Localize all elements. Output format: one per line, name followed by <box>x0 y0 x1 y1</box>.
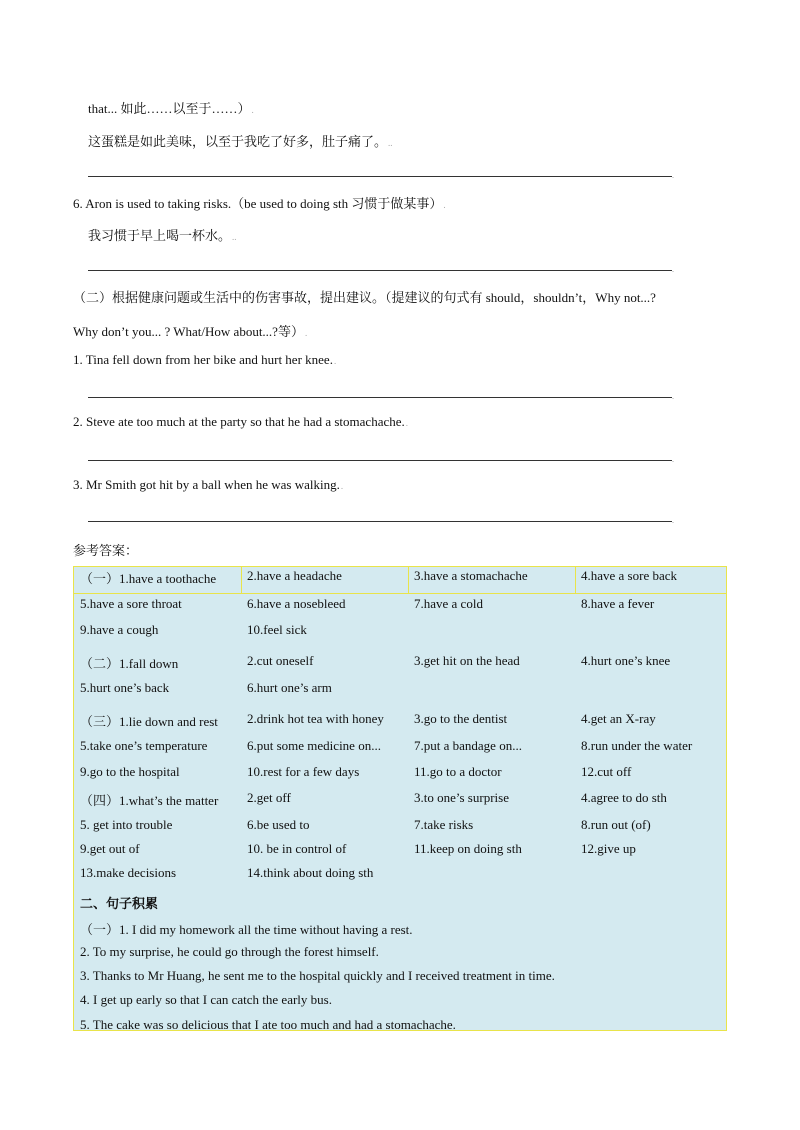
answer-line <box>88 460 672 461</box>
sentences-title: 二、句子积累 <box>80 897 159 912</box>
panel-header-divider <box>73 593 727 594</box>
note-line-that: that... 如此……以至于……）. <box>88 101 254 116</box>
answer-cell: 10.rest for a few days <box>247 764 360 779</box>
chinese-prompt-water: 我习惯于早上喝一杯水。.. <box>88 228 237 243</box>
answer-cell: 9.go to the hospital <box>80 764 180 779</box>
answer-cell: 4.agree to do sth <box>581 790 667 805</box>
question-1: 1. Tina fell down from her bike and hurt her knee.. <box>73 352 337 367</box>
answer-cell: 2.drink hot tea with honey <box>247 711 384 726</box>
answer-cell: 4.hurt one’s knee <box>581 653 671 668</box>
answer-cell: 7.take risks <box>414 817 474 832</box>
answer-sentence: （一）1. I did my homework all the time without having a rest. <box>80 922 413 937</box>
answer-cell: （四）1.what’s the matter <box>80 793 219 808</box>
answer-line <box>88 176 672 177</box>
answer-cell: 7.put a bandage on... <box>414 738 522 753</box>
answer-cell: 3.have a stomachache <box>414 568 528 583</box>
answer-cell: 8.run out (of) <box>581 817 651 832</box>
answer-sentence: 5. The cake was so delicious that I ate too much and had a stomachache. <box>80 1017 456 1032</box>
answer-cell: 6.hurt one’s arm <box>247 680 332 695</box>
answer-cell: 5.have a sore throat <box>80 596 182 611</box>
answer-cell: 2.have a headache <box>247 568 342 583</box>
answer-sentence: 2. To my surprise, he could go through the forest himself. <box>80 944 379 959</box>
panel-divider <box>575 566 576 594</box>
answers-title: 参考答案： <box>73 543 139 558</box>
answer-line <box>88 397 672 398</box>
question-3: 3. Mr Smith got hit by a ball when he was walking.. <box>73 477 344 492</box>
section-two-heading: （二）根据健康问题或生活中的伤害事故，提出建议。（提建议的句式有 should，shouldn’t，Why not...? <box>73 290 656 305</box>
answer-sentence: 3. Thanks to Mr Huang, he sent me to the hospital quickly and I received treatment in time. <box>80 968 555 983</box>
answer-cell: （一）1.have a toothache <box>80 571 217 586</box>
answer-cell: 8.run under the water <box>581 738 693 753</box>
question-2: 2. Steve ate too much at the party so that he had a stomachache.. <box>73 414 408 429</box>
answer-line <box>88 270 672 271</box>
item-6: 6. Aron is used to taking risks.（be used to doing sth 习惯于做某事）. <box>73 196 446 211</box>
answer-cell: 13.make decisions <box>80 865 177 880</box>
answer-cell: （三）1.lie down and rest <box>80 714 218 729</box>
answer-sentence: 4. I get up early so that I can catch the early bus. <box>80 992 332 1007</box>
answer-cell: 2.cut oneself <box>247 653 314 668</box>
answer-cell: 12.cut off <box>581 764 632 779</box>
answer-cell: 3.go to the dentist <box>414 711 508 726</box>
answer-cell: 4.have a sore back <box>581 568 678 583</box>
answer-cell: 10.feel sick <box>247 622 307 637</box>
answer-cell: 6.be used to <box>247 817 310 832</box>
section-two-heading-cont: Why don’t you... ? What/How about...?等）. <box>73 324 308 339</box>
answer-cell: 6.have a nosebleed <box>247 596 346 611</box>
answer-cell: 9.have a cough <box>80 622 159 637</box>
panel-divider <box>241 566 242 594</box>
answer-cell: 3.to one’s surprise <box>414 790 509 805</box>
answer-cell: 11.keep on doing sth <box>414 841 522 856</box>
answer-cell: 8.have a fever <box>581 596 655 611</box>
answer-cell: 5.take one’s temperature <box>80 738 208 753</box>
answer-cell: 12.give up <box>581 841 636 856</box>
answer-cell: 14.think about doing sth <box>247 865 374 880</box>
answer-cell: 6.put some medicine on... <box>247 738 381 753</box>
answer-cell: 4.get an X-ray <box>581 711 656 726</box>
answer-cell: 5.hurt one’s back <box>80 680 170 695</box>
answer-cell: 2.get off <box>247 790 291 805</box>
answer-line <box>88 521 672 522</box>
answer-cell: 10. be in control of <box>247 841 347 856</box>
answer-cell: 5. get into trouble <box>80 817 173 832</box>
answer-cell: 7.have a cold <box>414 596 483 611</box>
answer-cell: （二）1.fall down <box>80 656 179 671</box>
answer-cell: 9.get out of <box>80 841 140 856</box>
panel-divider <box>408 566 409 594</box>
chinese-prompt-cake: 这蛋糕是如此美味，以至于我吃了好多，肚子痛了。.. <box>88 134 393 149</box>
answer-cell: 11.go to a doctor <box>414 764 502 779</box>
answer-cell: 3.get hit on the head <box>414 653 520 668</box>
